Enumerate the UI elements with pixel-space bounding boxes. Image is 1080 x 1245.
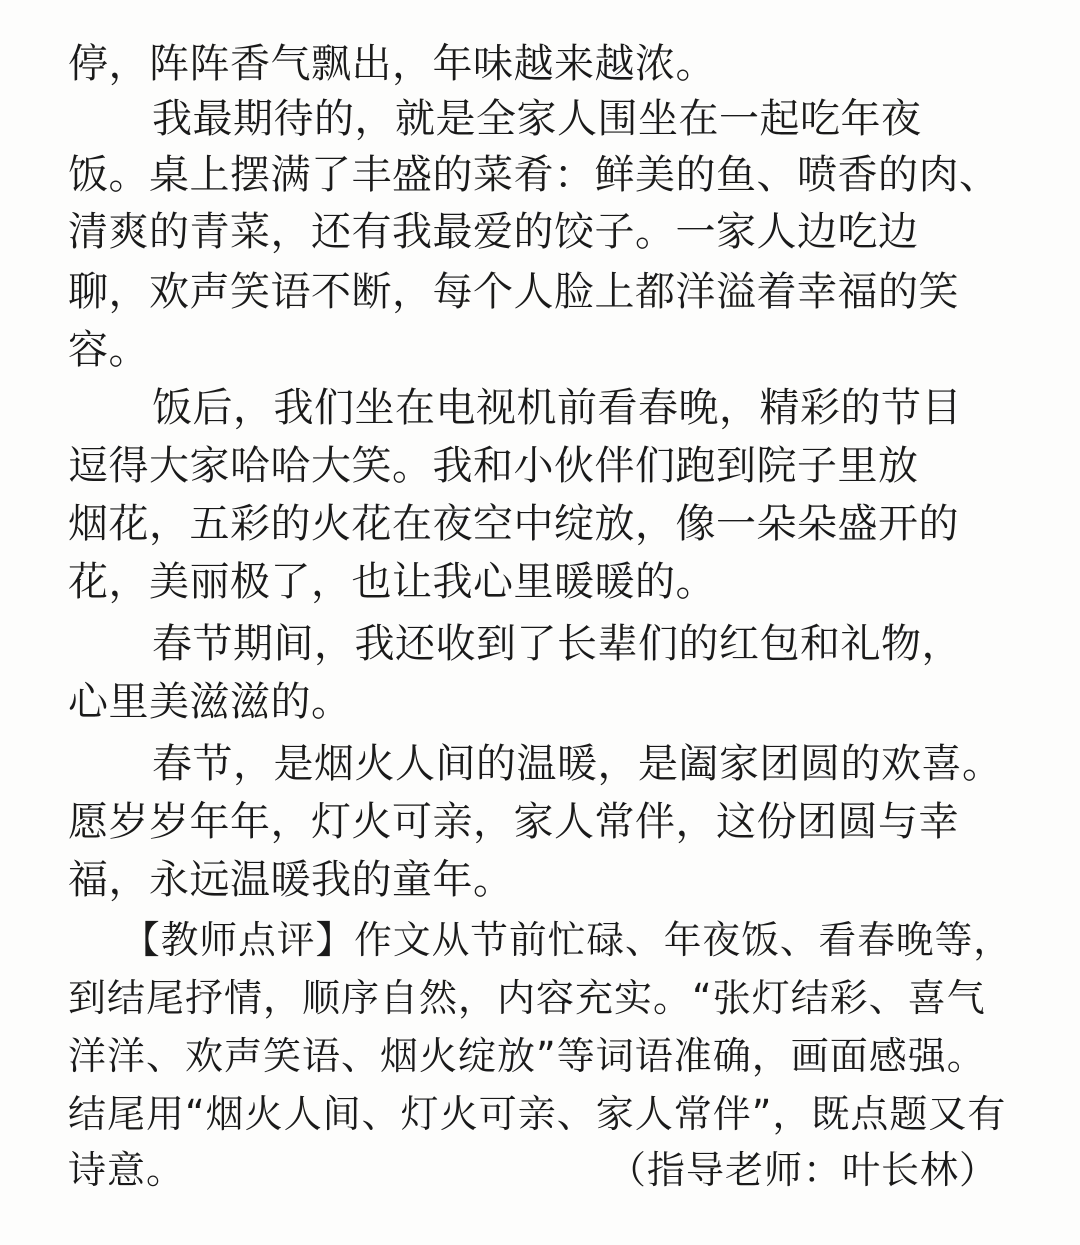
teacher-comment-line: 洋洋、欢声笑语、烟火绽放”等词语准确，画面感强。	[68, 1034, 986, 1078]
essay-line: 清爽的青菜，还有我最爱的饺子。一家人边吃边	[68, 209, 919, 255]
teacher-comment-line: 【教师点评】作文从节前忙碌、年夜饭、看春晚等，	[122, 918, 1013, 962]
teacher-comment-line: 到结尾抒情，顺序自然，内容充实。“张灯结彩、喜气	[68, 976, 986, 1020]
essay-line: 心里美滋滋的。	[68, 679, 352, 725]
essay-line: 饭后，我们坐在电视机前看春晚，精彩的节目	[152, 385, 962, 431]
essay-line: 聊，欢声笑语不断，每个人脸上都洋溢着幸福的笑	[68, 269, 959, 315]
essay-line: 愿岁岁年年，灯火可亲，家人常伴，这份团圆与幸	[68, 799, 959, 845]
teacher-comment-line: 诗意。	[68, 1148, 186, 1192]
essay-line: 春节期间，我还收到了长辈们的红包和礼物，	[152, 621, 962, 667]
teacher-comment-line: 结尾用“烟火人间、灯火可亲、家人常伴”，既点题又有	[68, 1092, 1007, 1136]
essay-line: 我最期待的，就是全家人围坐在一起吃年夜	[152, 96, 922, 142]
essay-line: 容。	[68, 327, 149, 373]
essay-line: 停，阵阵香气飘出，年味越来越浓。	[68, 41, 716, 87]
essay-line: 花，美丽极了，也让我心里暖暖的。	[68, 559, 716, 605]
essay-line: 饭。桌上摆满了丰盛的菜肴：鲜美的鱼、喷香的肉、	[68, 152, 1000, 198]
teacher-credit: （指导老师：叶长林）	[607, 1148, 998, 1192]
essay-line: 春节，是烟火人间的温暖，是阖家团圆的欢喜。	[152, 741, 1003, 787]
essay-line: 烟花，五彩的火花在夜空中绽放，像一朵朵盛开的	[68, 501, 959, 547]
essay-line: 逗得大家哈哈大笑。我和小伙伴们跑到院子里放	[68, 443, 919, 489]
essay-line: 福，永远温暖我的童年。	[68, 857, 514, 903]
